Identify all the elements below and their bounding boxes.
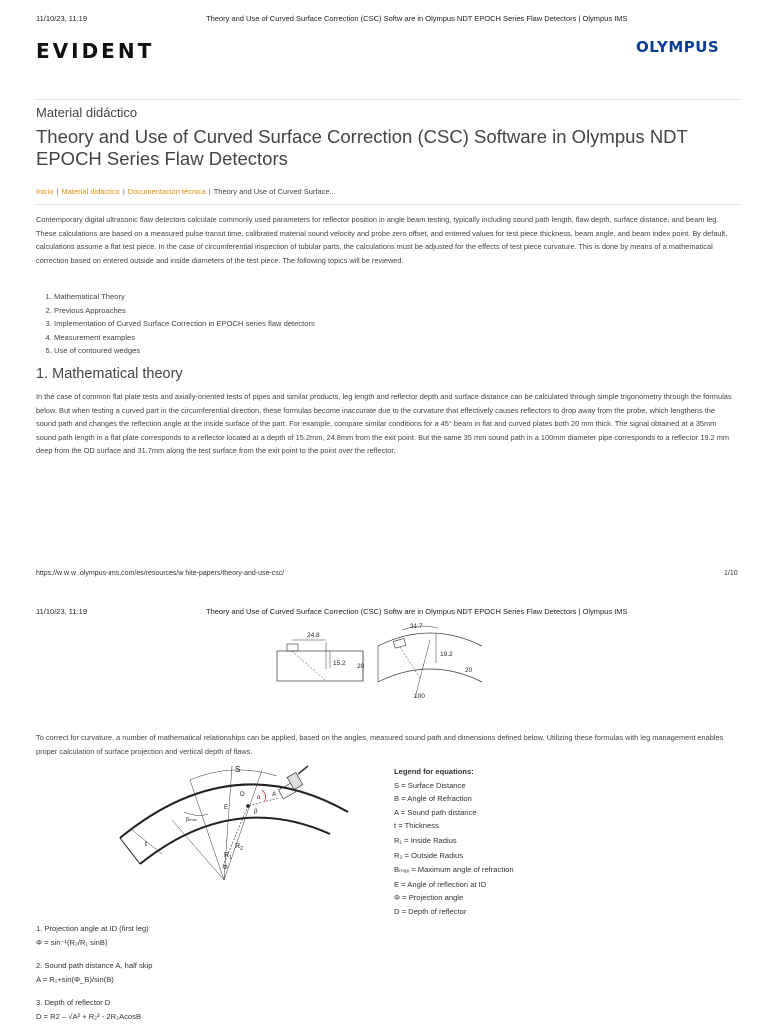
equation-label: 1. Projection angle at ID (first leg)	[36, 924, 149, 933]
equation-label: 2. Sound path distance A, half skip	[36, 961, 153, 970]
reflection-angle-label: E	[224, 805, 229, 811]
page-category: Material didáctico	[36, 105, 138, 120]
legend-item: A = Sound path distance	[394, 807, 477, 817]
list-item: 2. Previous Approaches	[54, 304, 315, 318]
legend-item: R₂ = Outside Radius	[394, 850, 464, 860]
page-title: Theory and Use of Curved Surface Correction (CSC) Software in Olympus NDT EPOCH Series Flaw Detectors	[36, 126, 688, 169]
legend-item: B = Angle of Refraction	[394, 794, 472, 804]
section-paragraph: In the case of common flat plate tests and axially-oriented tests of pipes and similar products, leg length and reflector depth and surface distance can be calculated through simple trigonometry through the formulas below. But when testing a curved part in the circumferential direction, these formulas become inaccurate due to the curvature that effectively causes reflectors to drop away from the probe, which lengthens the sound path and changes the reflection angle at the inside surface of the part. For example, compare similar conditions for a 45° beam in flat and curved plates both 20 mm thick. The signal obtained at a 35mm sound path length in a flat plate corresponds to a reflector located at a depth of 15.2mm, 24.8mm from the exit point. But the same 35 mm sound path in a 100mm diameter pipe corresponds to a reflector 19.2 mm deep from the OD surface and 31.7mm along the test surface from the exit point to the point over the reflector.	[36, 392, 732, 456]
equation-label: 3. Depth of reflector D	[36, 998, 111, 1007]
correction-paragraph: To correct for curvature, a number of mathematical relationships can be applied, based on the angles, measured sound path and dimensions defined below. Utilizing these formulas with leg management enables proper calculation of surface projection and vertical depth of flaws.	[36, 733, 724, 756]
legend-item: t = Thickness	[394, 821, 439, 831]
breadcrumb	[36, 187, 336, 196]
section-heading: 1. Mathematical theory	[36, 366, 183, 382]
inside-radius-label: $R_1$	[224, 852, 232, 861]
equation-2	[36, 959, 153, 986]
breadcrumb-inicio[interactable]: Inicio	[36, 187, 54, 196]
curved-surface-distance-label: 31.7	[410, 623, 423, 630]
sound-path-label: A	[272, 791, 277, 798]
legend-item: E = Angle of reflection at ID	[394, 879, 487, 889]
probe-icon	[278, 766, 308, 799]
topics-list	[36, 290, 315, 358]
alpha-label: α	[257, 795, 261, 801]
curved-depth-label: 19.2	[440, 651, 453, 658]
legend-item: S = Surface Distance	[394, 780, 466, 790]
intro-paragraph: Contemporary digital ultrasonic flaw detectors calculate commonly used parameters for reflector position in angle beam testing, typically including sound path length, flaw depth, surface distance, and beam leg. These calculations are based on a measured pulse transit time, calibrated material sound velocity and probe zero offset, and entered values for test piece thickness, beam angle, and beam index point. By default, calculations assume a flat test piece. In the case of circumferential inspection of tubular parts, the calculations must be adjusted for the effects of test piece curvature. This is done by means of a mathematical correction based on entered outside and inside diameters of the test piece. The following topics will be reviewed.	[36, 215, 728, 265]
surface-distance-label: S	[235, 765, 241, 774]
page-url: https://w w w .olympus-ims.com/es/resources/w hite-papers/theory-and-use-csc/	[36, 570, 285, 577]
projection-angle-label: Φ	[223, 865, 228, 871]
page-number: 1/10	[724, 570, 738, 577]
curved-thickness-label: 20	[465, 667, 473, 674]
csc-geometry-diagram	[112, 760, 380, 890]
list-item: 3. Implementation of Curved Surface Correction in EPOCH series flaw detectors	[54, 317, 315, 331]
legend-item: Bₘₐₓ = Maximum angle of refraction	[394, 865, 514, 875]
print-doc-title: Theory and Use of Curved Surface Correction (CSC) Softw are in Olympus NDT EPOCH Series Flaw Detectors | Olympus IMS	[206, 607, 628, 616]
pipe-diameter-label: 100	[414, 693, 425, 700]
equation-formula: A = R₁+sin(Φ_B)/sin(B)	[36, 974, 114, 984]
list-item: 4. Measurement examples	[54, 331, 315, 345]
flat-vs-curved-figure	[270, 620, 500, 728]
beta-label: β	[254, 809, 258, 815]
depth-label: D	[240, 791, 245, 798]
breadcrumb-separator: |	[208, 187, 211, 196]
olympus-logo[interactable]: OLYMPUS	[636, 38, 720, 56]
legend-item: R₁ = Inside Radius	[394, 835, 457, 845]
breadcrumb-current: Theory and Use of Curved Surface...	[213, 187, 336, 196]
equation-formula: D = R2 – √A² + R₂² - 2R₂AcosB	[36, 1011, 142, 1021]
list-item: 5. Use of contoured wedges	[54, 344, 315, 358]
breadcrumb-separator: |	[122, 187, 125, 196]
list-item: 1. Mathematical Theory	[54, 290, 315, 304]
legend-item: D = Depth of reflector	[394, 906, 467, 916]
legend-title: Legend for equations:	[394, 767, 474, 776]
equation-legend	[394, 765, 514, 919]
evident-logo[interactable]: EVIDENT	[36, 39, 155, 63]
breadcrumb-separator: |	[56, 187, 59, 196]
beta-max-label: βmax	[186, 817, 197, 823]
equation-1	[36, 922, 149, 949]
breadcrumb-material[interactable]: Material didáctico	[61, 187, 120, 196]
outside-radius-label: $R_2$	[235, 843, 243, 852]
print-doc-title: Theory and Use of Curved Surface Correction (CSC) Softw are in Olympus NDT EPOCH Series Flaw Detectors | Olympus IMS	[206, 14, 628, 23]
flat-thickness-label: 20	[357, 663, 365, 670]
print-datetime: 11/10/23, 11:19	[36, 607, 88, 616]
header-divider	[36, 99, 740, 100]
equation-3	[36, 996, 141, 1023]
flat-surface-distance-label: 24.8	[307, 632, 320, 639]
thickness-label: t	[145, 841, 147, 848]
breadcrumb-documentacion[interactable]: Documentación técnica	[127, 187, 206, 196]
equation-formula: Φ = sin⁻¹(R₂/R₁ sinB)	[36, 937, 108, 947]
flat-depth-label: 15.2	[333, 660, 346, 667]
legend-item: Φ = Projection angle	[394, 893, 464, 903]
print-datetime: 11/10/23, 11:19	[36, 14, 88, 23]
breadcrumb-divider	[36, 204, 740, 205]
